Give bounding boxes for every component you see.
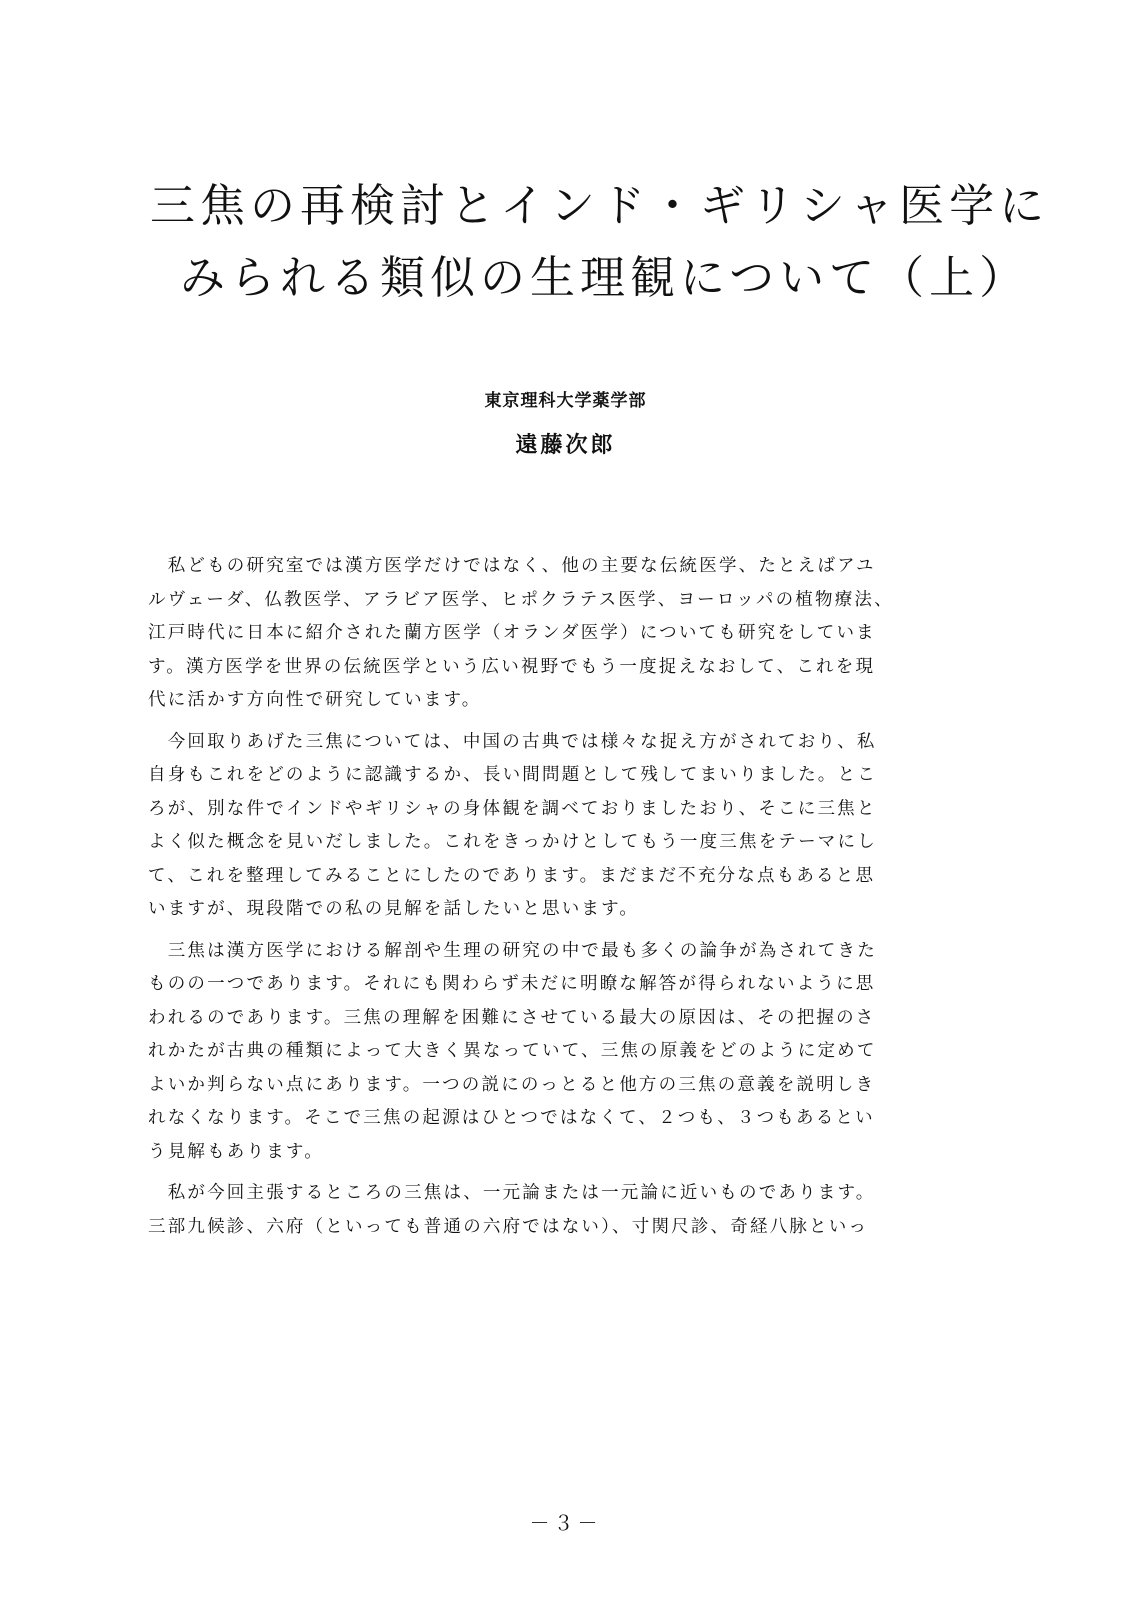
text-line: いますが、現段階での私の見解を話したいと思います。 [148, 899, 640, 919]
paragraph-gap [148, 1169, 986, 1177]
text-line: 江戸時代に日本に紹介された蘭方医学（オランダ医学）についても研究をしていま [148, 623, 876, 643]
document-title [150, 170, 1050, 314]
text-line: ろが、別な件でインドやギリシャの身体観を調べておりましたおり、そこに三焦と [148, 798, 877, 819]
paragraph-3 [148, 935, 986, 1170]
text-line: ルヴェーダ、仏教医学、アラビア医学、ヒポクラテス医学、ヨーロッパの植物療法、 [148, 589, 894, 610]
text-line: 今回取りあげた三焦については、中国の古典では様々な捉え方がされており、私 [148, 731, 877, 752]
text-line: よく似た概念を見いだしました。これをきっかけとしてもう一度三焦をテーマにし [148, 832, 877, 852]
text-line: 三部九候診、六府（といっても普通の六府ではない）、寸関尺診、奇経八脉といっ [148, 1216, 869, 1237]
paragraph-4 [148, 1177, 986, 1244]
author-name: 遠藤次郎 [515, 433, 616, 458]
paragraph-2 [148, 726, 986, 927]
text-line: ものの一つであります。それにも関わらず未だに明瞭な解答が得られないように思 [148, 974, 876, 994]
title-line-1: 三焦の再検討とインド・ギリシャ医学に [150, 179, 1050, 232]
text-line: れかたが古典の種類によって大きく異なっていて、三焦の原義をどのように定めて [148, 1041, 877, 1061]
paragraph-gap [148, 718, 986, 726]
paragraph-1 [148, 550, 986, 718]
text-line: 私が今回主張するところの三焦は、一元論または一元論に近いものであります。 [148, 1183, 876, 1203]
text-line: う見解もあります。 [148, 1141, 324, 1162]
text-line: 三焦は漢方医学における解剖や生理の研究の中で最も多くの論争が為されてきた [148, 940, 877, 961]
title-line-2: みられる類似の生理観について（上） [180, 251, 1030, 304]
text-line: よいか判らない点にあります。一つの説にのっとると他方の三焦の意義を説明しき [148, 1074, 876, 1095]
text-line: す。漢方医学を世界の伝統医学という広い視野でもう一度捉えなおして、これを現 [148, 656, 876, 677]
text-line: われるのであります。三焦の理解を困難にさせている最大の原因は、その把握のさ [148, 1007, 876, 1028]
text-line: 代に活かす方向性で研究しています。 [148, 690, 482, 710]
author-affiliation: 東京理科大学薬学部 [484, 391, 647, 411]
text-line: 自身もこれをどのように認識するか、長い間問題として残してまいりました。とこ [148, 765, 877, 785]
page-number: －３－ [529, 1511, 602, 1535]
text-line: れなくなります。そこで三焦の起源はひとつではなくて、２つも、３つもあるとい [148, 1108, 875, 1128]
text-line: て、これを整理してみることにしたのであります。まだまだ不充分な点もあると思 [148, 865, 876, 886]
paragraph-gap [148, 927, 986, 935]
body-text [148, 550, 986, 1244]
text-line: 私どもの研究室では漢方医学だけではなく、他の主要な伝統医学、たとえばアユ [148, 556, 876, 576]
